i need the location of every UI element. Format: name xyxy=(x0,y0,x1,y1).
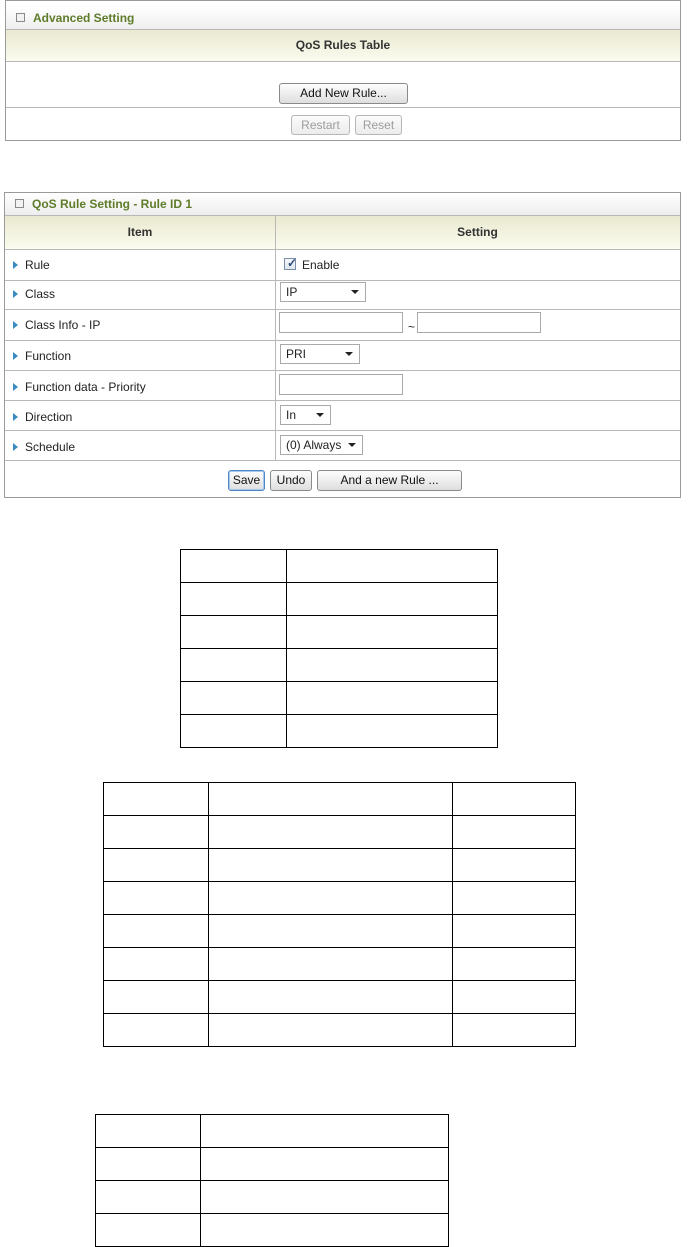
triangle-right-icon xyxy=(13,261,18,269)
row-divider xyxy=(5,309,680,310)
class-info-start-input[interactable] xyxy=(279,312,403,333)
rule-label: Rule xyxy=(13,258,50,272)
row-divider xyxy=(5,340,680,341)
function-label: Function xyxy=(13,349,71,363)
divider xyxy=(6,107,680,108)
range-separator: ~ xyxy=(408,320,416,334)
schedule-label: Schedule xyxy=(13,440,75,454)
table-row xyxy=(181,550,498,583)
table-row xyxy=(96,1214,449,1247)
advanced-setting-title: Advanced Setting xyxy=(6,7,680,30)
table-row xyxy=(181,715,498,748)
caret-down-icon xyxy=(316,413,324,417)
triangle-right-icon xyxy=(13,352,18,360)
direction-select[interactable]: In xyxy=(280,405,331,425)
rule-enable-label: Enable xyxy=(302,258,340,272)
reset-button[interactable]: Reset xyxy=(355,115,402,135)
square-bullet-icon xyxy=(15,199,24,208)
empty-table-3 xyxy=(95,1114,449,1247)
class-select[interactable]: IP xyxy=(280,282,366,302)
row-divider xyxy=(5,280,680,281)
class-info-end-input[interactable] xyxy=(417,312,541,333)
triangle-right-icon xyxy=(13,290,18,298)
table-row xyxy=(104,981,576,1014)
qos-column-header xyxy=(5,216,680,250)
table-row xyxy=(96,1181,449,1214)
caret-down-icon xyxy=(345,352,353,356)
empty-table-1 xyxy=(180,549,498,748)
rule-enable-checkbox[interactable] xyxy=(284,258,296,270)
row-divider xyxy=(5,430,680,431)
table-row xyxy=(104,816,576,849)
qos-rules-table-header: QoS Rules Table xyxy=(6,30,680,62)
class-label: Class xyxy=(13,287,55,301)
column-divider xyxy=(275,216,276,460)
table-row xyxy=(181,583,498,616)
row-divider xyxy=(5,400,680,401)
row-divider xyxy=(5,460,680,461)
schedule-select[interactable]: (0) Always xyxy=(280,435,363,455)
function-data-input[interactable] xyxy=(279,374,403,395)
triangle-right-icon xyxy=(13,321,18,329)
caret-down-icon xyxy=(351,290,359,294)
table-row xyxy=(96,1148,449,1181)
item-column-header: Item xyxy=(127,225,153,239)
save-button[interactable]: Save xyxy=(228,470,265,491)
function-select[interactable]: PRI xyxy=(280,344,360,364)
qos-rule-setting-title: QoS Rule Setting - Rule ID 1 xyxy=(5,193,680,216)
triangle-right-icon xyxy=(13,413,18,421)
table-row xyxy=(181,682,498,715)
table-row xyxy=(104,948,576,981)
function-data-label: Function data - Priority xyxy=(13,380,146,394)
row-divider xyxy=(5,370,680,371)
table-row xyxy=(104,849,576,882)
add-new-rule-button-2[interactable]: And a new Rule ... xyxy=(317,470,462,491)
caret-down-icon xyxy=(348,443,356,447)
triangle-right-icon xyxy=(13,443,18,451)
table-row xyxy=(181,649,498,682)
undo-button[interactable]: Undo xyxy=(270,470,312,491)
check-mark-icon: ✓ xyxy=(287,256,298,270)
empty-table-2 xyxy=(103,782,576,1047)
advanced-setting-panel xyxy=(5,0,681,141)
table-row xyxy=(104,882,576,915)
table-row xyxy=(104,915,576,948)
table-row xyxy=(96,1115,449,1148)
restart-button[interactable]: Restart xyxy=(291,115,350,135)
table-row xyxy=(104,1014,576,1047)
table-row xyxy=(104,783,576,816)
qos-rule-setting-panel xyxy=(4,192,681,498)
setting-column-header: Setting xyxy=(457,225,498,239)
class-info-label: Class Info - IP xyxy=(13,318,100,332)
triangle-right-icon xyxy=(13,383,18,391)
direction-label: Direction xyxy=(13,410,72,424)
table-row xyxy=(181,616,498,649)
add-new-rule-button[interactable]: Add New Rule... xyxy=(279,83,408,104)
square-bullet-icon xyxy=(16,13,25,22)
